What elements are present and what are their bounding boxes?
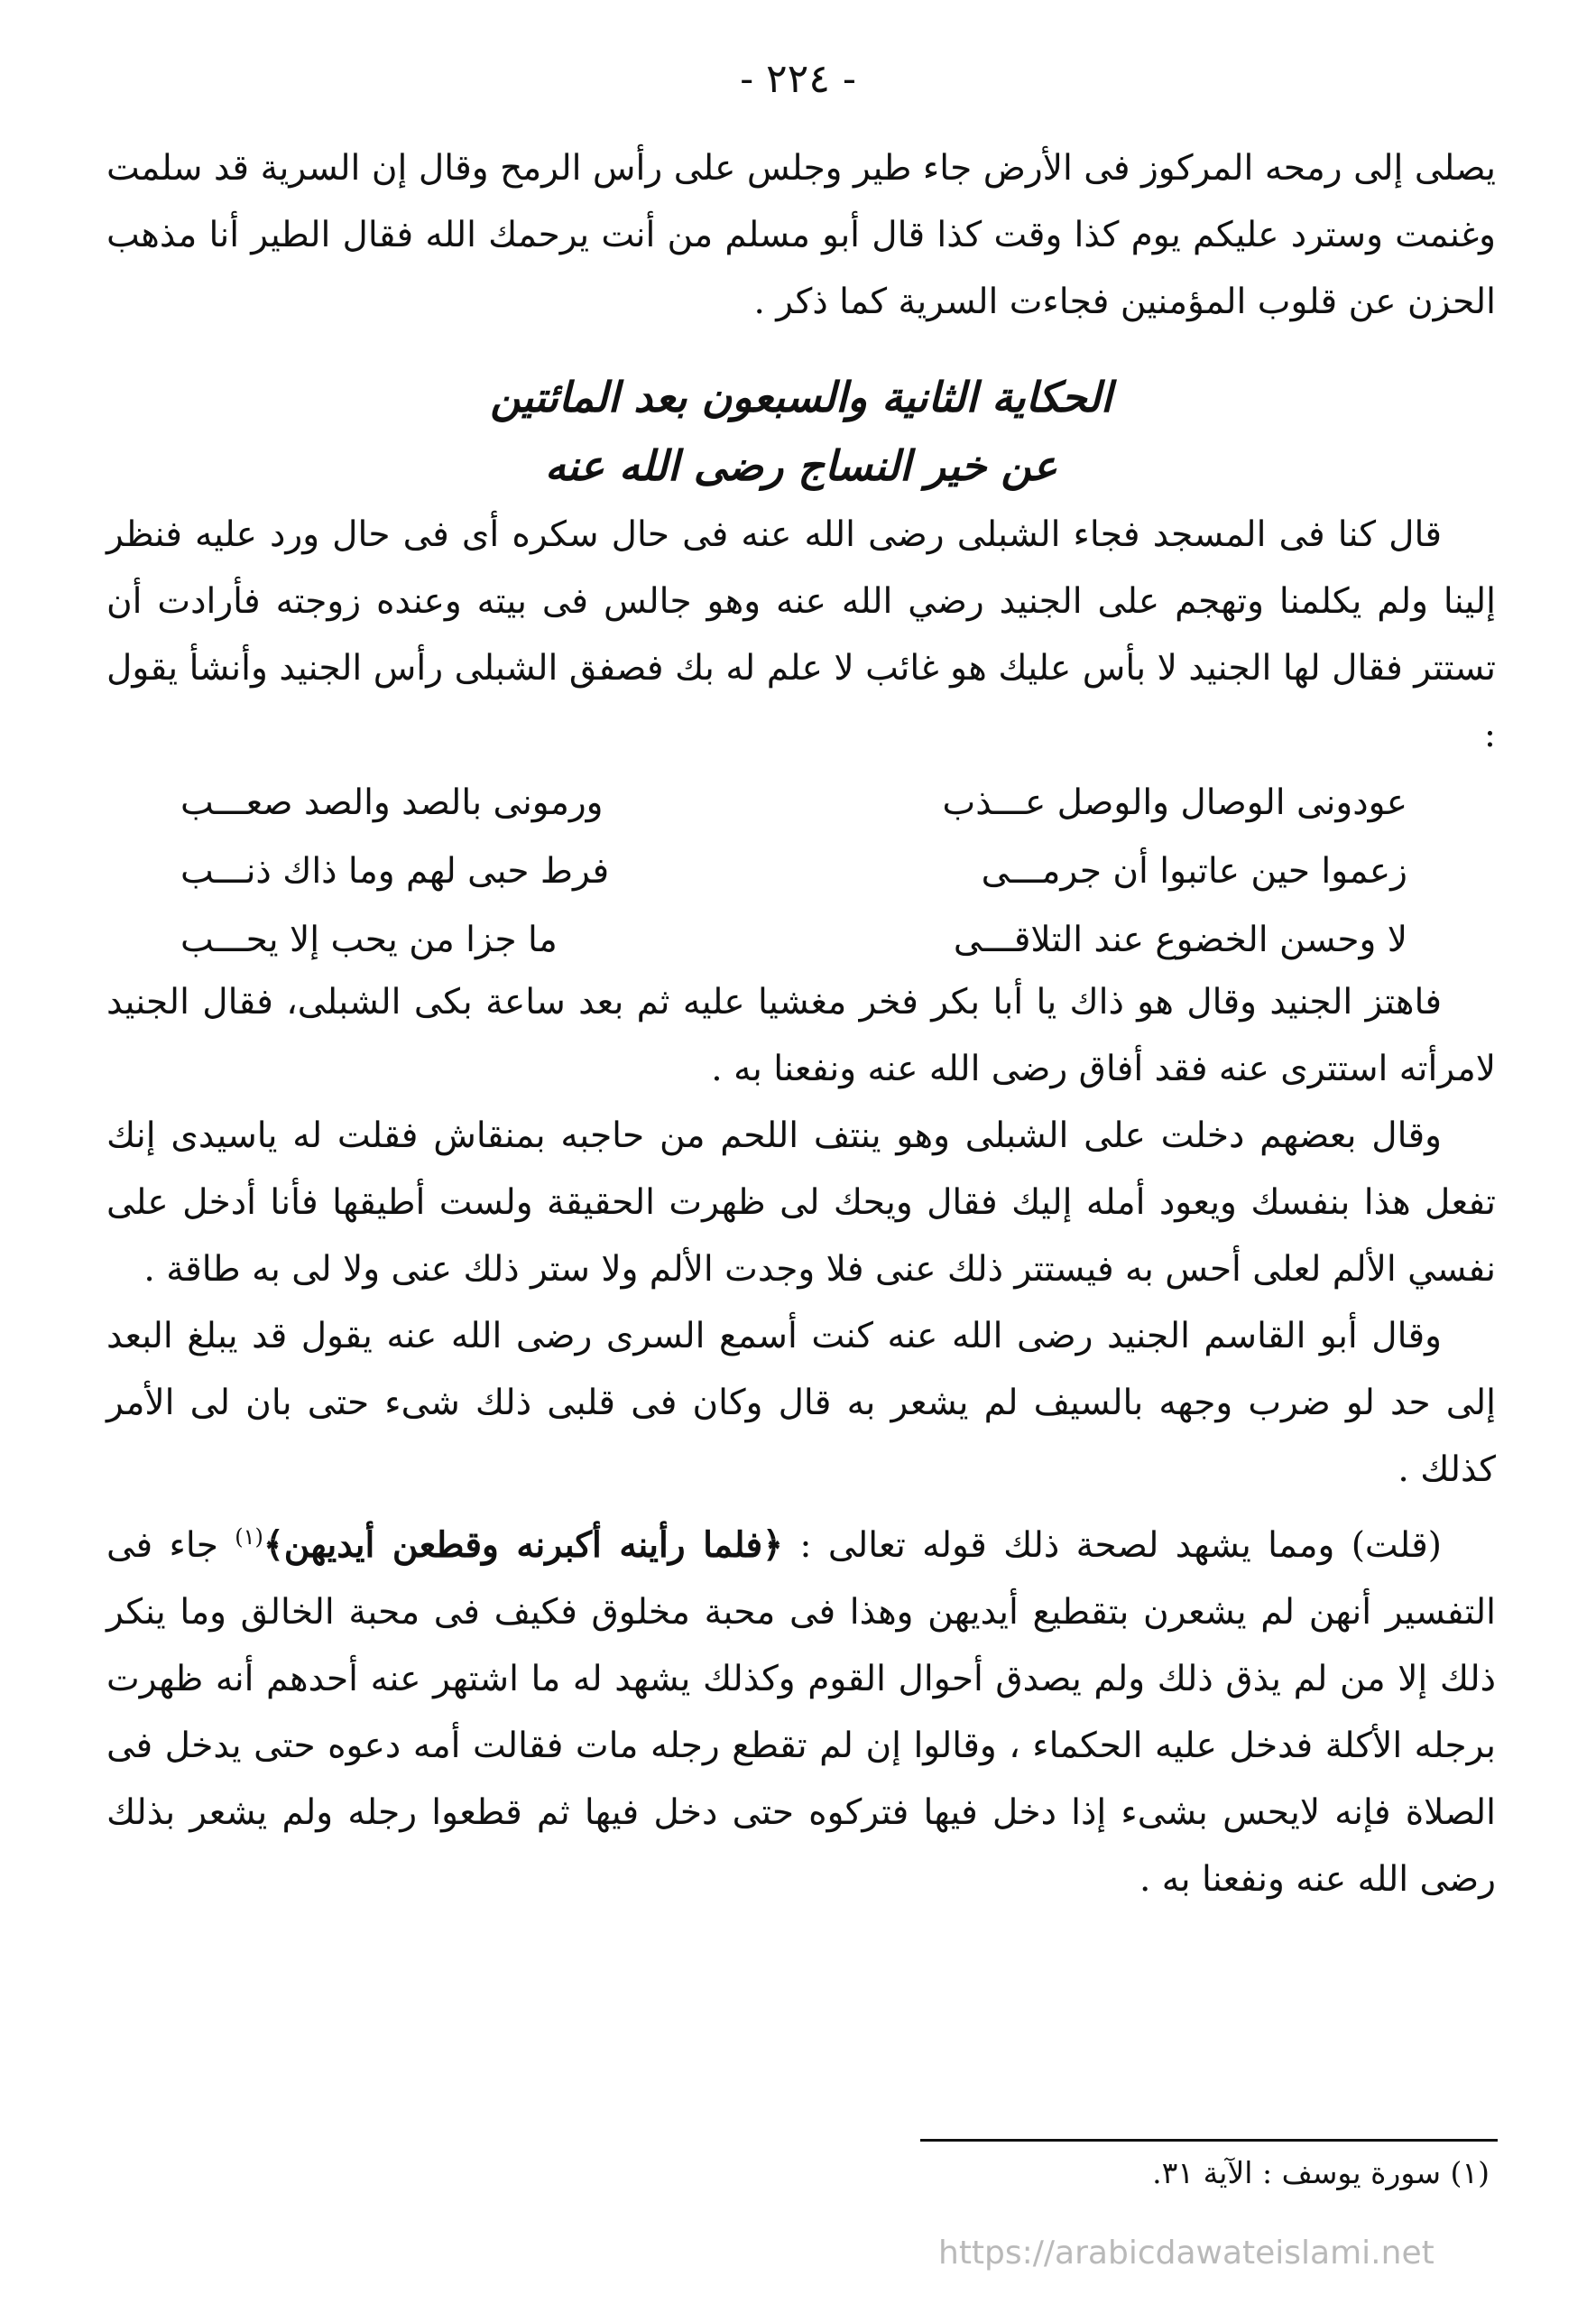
page-number: - ٢٢٤ - <box>740 56 856 102</box>
paragraph: وقال بعضهم دخلت على الشبلى وهو ينتف اللحم من حاجبه بمنقاش فقلت له ياسيدى إنك تفعل هذا بنفسك ويعود أمله إليك فقال ويحك لى ظهرت الحقيقة ولست أطيقها فأنا أدخل على نفسي الألم لعلى أحس به فيستتر ذلك عنى فلا وجدت الألم ولا ستر ذلك عنى ولا لى به طاقة . <box>106 1115 1496 1290</box>
poem-verses <box>180 769 1407 975</box>
footnote-marker: (١) <box>235 1524 263 1550</box>
paragraph: قال كنا فى المسجد فجاء الشبلى رضى الله عنه فى حال سكره أى فى حال ورد عليه فنظر إلينا ولم يكلمنا وتهجم على الجنيد رضي الله عنه وهو جالس فى بيته وعنده زوجته فأرادت أن تستتر فقال لها الجنيد لا بأس عليك هو غائب لا علم له بك فصفق الشبلى رأس الجنيد وأنشأ يقول : <box>106 514 1496 755</box>
story-heading <box>106 357 1496 505</box>
paragraph-junayd <box>106 969 1496 1913</box>
verse-hemistich-second: ما جزا من يحب إلا يحـــب <box>180 920 558 960</box>
paragraph: فاهتز الجنيد وقال هو ذاك يا أبا بكر فخر مغشيا عليه ثم بعد ساعة بكى الشبلى، فقال الجنيد لامرأته استترى عنه فقد أفاق رضى الله عنه ونفعنا به . <box>106 982 1496 1089</box>
footnote-rule <box>920 2139 1498 2142</box>
paragraph: يصلى إلى رمحه المركوز فى الأرض جاء طير وجلس على رأس الرمح وقال إن السرية قد سلمت وغنمت وسترد عليكم يوم كذا وقت كذا قال أبو مسلم من أنت يرحمك الله فقال الطير أنا مذهب الحزن عن قلوب المؤمنين فجاءت السرية كما ذكر . <box>106 148 1496 322</box>
heading-subtitle: عن خير النساج رضى الله عنه <box>545 441 1057 490</box>
paragraph-commentary <box>106 1504 1496 1913</box>
verse-hemistich-second: فرط حبى لهم وما ذاك ذنـــب <box>180 851 610 892</box>
verse-hemistich-first: زعموا حين عاتبوا أن جرمـــى <box>981 851 1407 892</box>
verse-hemistich-first: عودونى الوصال والوصل عـــذب <box>942 782 1407 823</box>
footnote: (١) سورة يوسف : الآية ٣١. <box>1152 2155 1490 2190</box>
paragraph-continuation <box>106 135 1496 336</box>
paragraph-story-intro <box>106 502 1496 769</box>
quran-quote: ﴿فلما رأينه أكبرنه وقطعن أيديهن﴾ <box>263 1524 783 1566</box>
paragraph: وقال أبو القاسم الجنيد رضى الله عنه كنت أسمع السرى رضى الله عنه يقول قد يبلغ البعد إلى حد لو ضرب وجهه بالسيف لم يشعر به قال وكان فى قلبى ذلك شىء حتى بان لى الأمر كذلك . <box>106 1316 1496 1490</box>
verse-line <box>180 906 1407 975</box>
verse-line <box>180 769 1407 838</box>
heading-title: الحكاية الثانية والسبعون بعد المائتين <box>490 373 1112 421</box>
watermark: https://arabicdawateislami.net <box>938 2235 1435 2272</box>
verse-hemistich-second: ورمونى بالصد والصد صعـــب <box>180 782 604 823</box>
verse-line <box>180 838 1407 906</box>
commentary-intro: (قلت) ومما يشهد لصحة ذلك قوله تعالى : <box>799 1525 1442 1566</box>
commentary-body: جاء فى التفسير أنهن لم يشعرن بتقطيع أيديهن وهذا فى محبة مخلوق فكيف فى محبة الخالق وما ينكر ذلك إلا من لم يذق ذلك ولم يصدق أحوال القوم وكذلك يشهد له ما اشتهر عنه أحدهم أنه ظهرت برجله الأكلة فدخل عليه الحكماء ، وقالوا إن لم تقطع رجله مات فقالت أمه دعوه حتى يدخل فى الصلاة فإنه لايحس بشىء إذا دخل فيها فتركوه حتى دخل فيها ثم قطعوا رجله ولم يشعر بذلك رضى الله عنه ونفعنا به . <box>106 1525 1496 1900</box>
verse-hemistich-first: لا وحسن الخضوع عند التلاقـــى <box>953 920 1407 960</box>
